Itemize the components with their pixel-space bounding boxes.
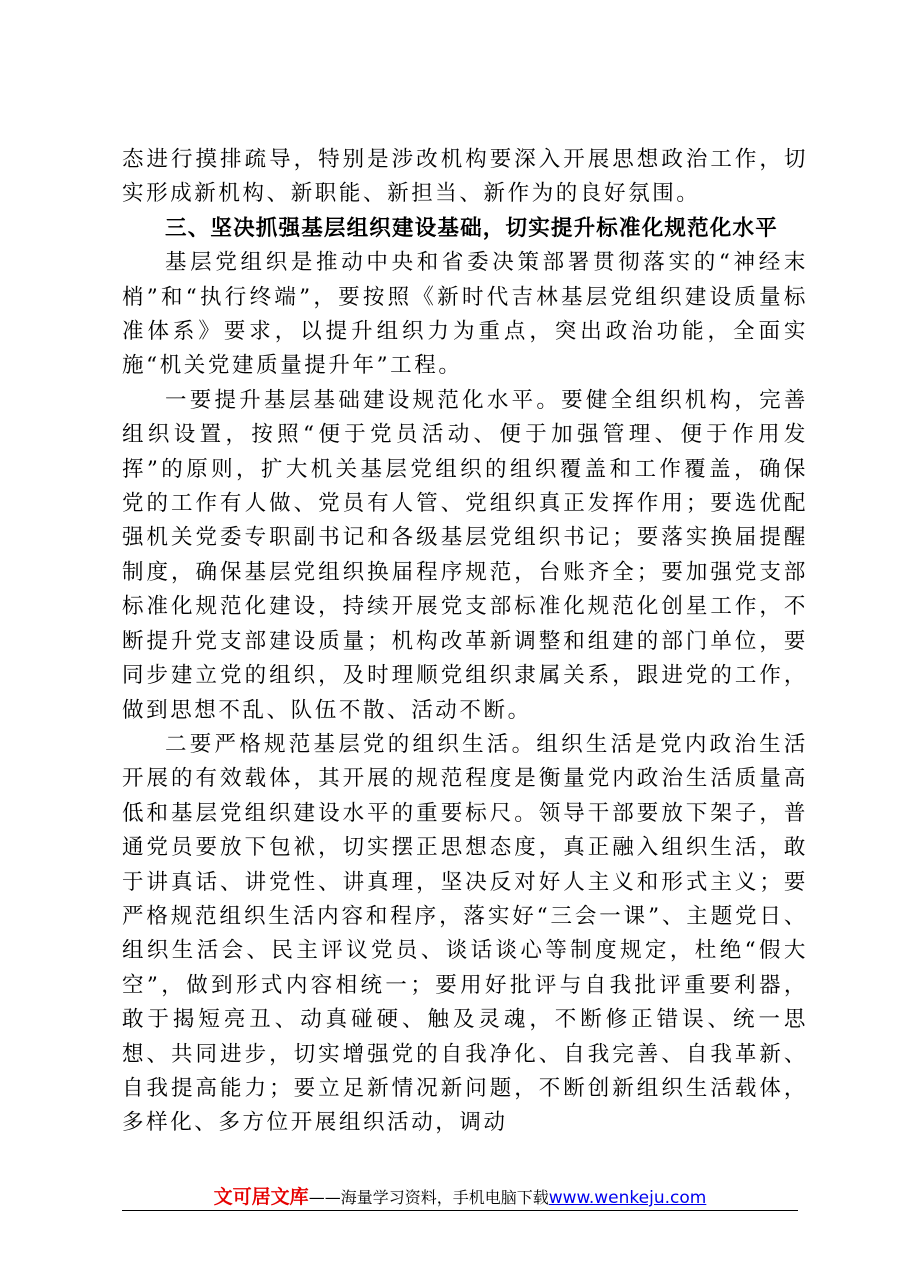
paragraph-continuation: 态进行摸排疏导，特别是涉改机构要深入开展思想政治工作，切实形成新机构、新职能、新担当、新作为的良好氛围。: [122, 147, 808, 207]
paragraph-point-one: 一要提升基层基础建设规范化水平。要健全组织机构，完善组织设置，按照“便于党员活动、便于加强管理、便于作用发挥”的原则，扩大机关基层党组织的组织覆盖和工作覆盖，确保党的工作有人做、党员有人管、党组织真正发挥作用；要选优配强机关党委专职副书记和各级基层党组织书记；要落实换届提醒制度，确保基层党组织换届程序规范，台账齐全；要加强党支部标准化规范化建设，持续开展党支部标准化规范化创星工作，不断提升党支部建设质量；机构改革新调整和组建的部门单位，要同步建立党的组织，及时理顺党组织隶属关系，跟进党的工作，做到思想不乱、队伍不散、活动不断。: [122, 387, 808, 723]
section-heading: 三、坚决抓强基层组织建设基础，切实提升标准化规范化水平: [165, 215, 778, 241]
footer-site-link[interactable]: www.wenkeju.com: [548, 1188, 707, 1208]
paragraph-point-two: 二要严格规范基层党的组织生活。组织生活是党内政治生活开展的有效载体，其开展的规范程度是衡量党内政治生活质量高低和基层党组织建设水平的重要标尺。领导干部要放下架子，普通党员要放下包袱，切实摆正思想态度，真正融入组织生活，敢于讲真话、讲党性、讲真理，坚决反对好人主义和形式主义；要严格规范组织生活内容和程序，落实好“三会一课”、主题党日、组织生活会、民主评议党员、谈话谈心等制度规定，杜绝“假大空”，做到形式内容相统一；要用好批评与自我批评重要利器，敢于揭短亮丑、动真碰硬、触及灵魂，不断修正错误、统一思想、共同进步，切实增强党的自我净化、自我完善、自我革新、自我提高能力；要立足新情况新问题，不断创新组织生活载体，多样化、多方位开展组织活动，调动: [122, 731, 808, 1136]
footer-slogan: ——海量学习资料，手机电脑下载: [308, 1188, 549, 1207]
footer-brand: 文可居文库: [213, 1186, 309, 1208]
page-footer: [122, 1182, 798, 1209]
document-body: [122, 143, 808, 1141]
footer-divider: [122, 1210, 798, 1211]
paragraph-intro: 基层党组织是推动中央和省委决策部署贯彻落实的“神经末梢”和“执行终端”，要按照《新时代吉林基层党组织建设质量标准体系》要求，以提升组织力为重点，突出政治功能，全面实施“机关党建质量提升年”工程。: [122, 250, 808, 379]
